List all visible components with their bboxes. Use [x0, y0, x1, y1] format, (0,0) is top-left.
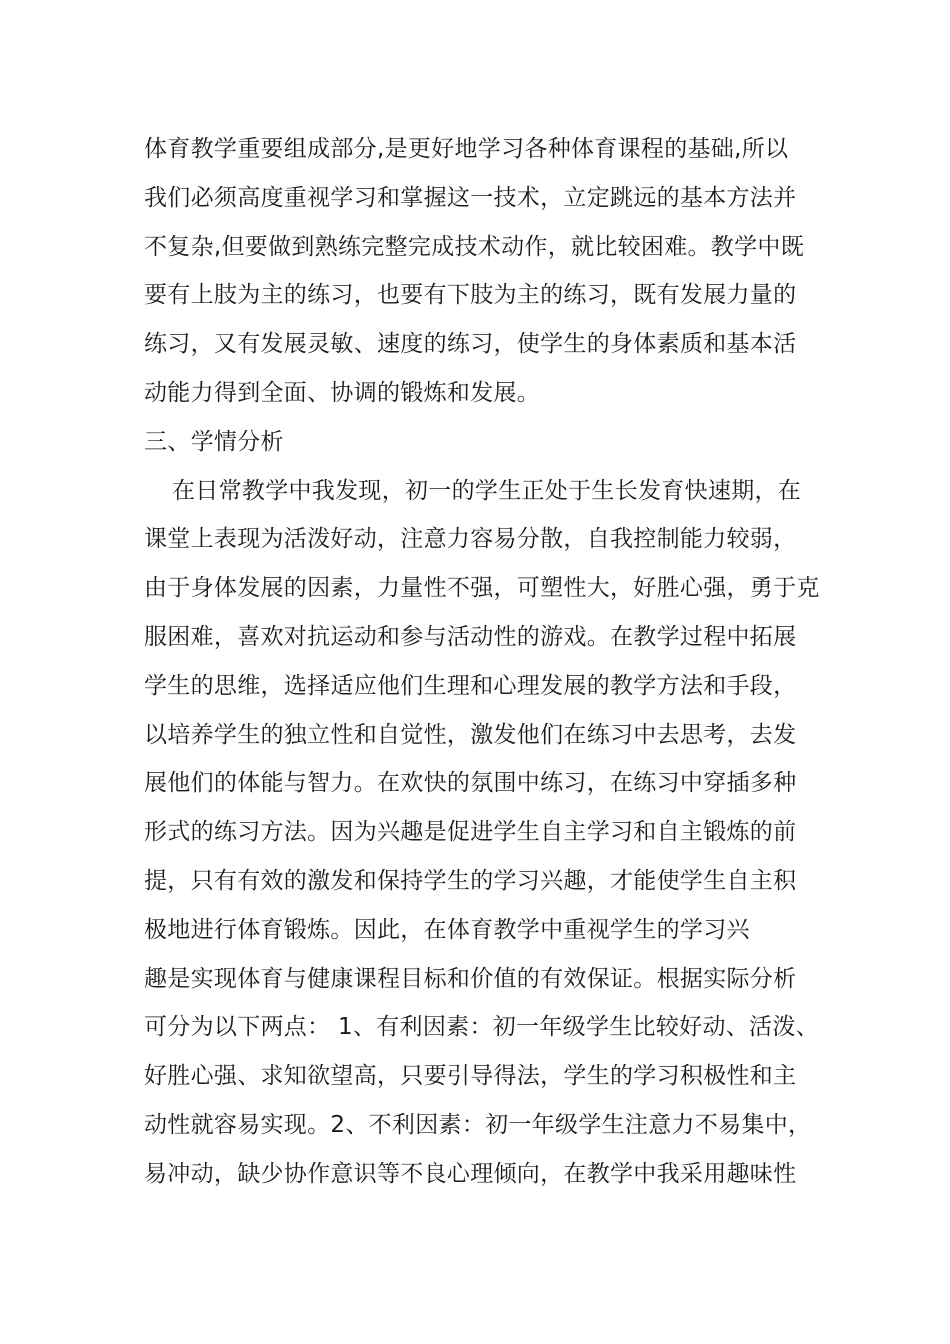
document-body	[144, 125, 820, 1199]
text-line: 可分为以下两点： 1、有利因素：初一年级学生比较好动、活泼、	[144, 1014, 819, 1041]
text-line: 形式的练习方法。因为兴趣是促进学生自主学习和自主锻炼的前	[144, 819, 797, 846]
text-line: 趣是实现体育与健康课程目标和价值的有效保证。根据实际分析	[144, 965, 797, 992]
text-line: 动能力得到全面、协调的锻炼和发展。	[144, 379, 541, 406]
text-line: 体育教学重要组成部分,是更好地学习各种体育课程的基础,所以	[144, 136, 789, 162]
text-line: 课堂上表现为活泼好动，注意力容易分散，自我控制能力较弱，	[144, 526, 797, 553]
text-line: 我们必须高度重视学习和掌握这一技术，立定跳远的基本方法并	[144, 184, 797, 211]
text-line: 极地进行体育锻炼。因此，在体育教学中重视学生的学习兴	[144, 916, 750, 943]
text-line: 要有上肢为主的练习，也要有下肢为主的练习，既有发展力量的	[144, 282, 797, 309]
text-line: 展他们的体能与智力。在欢快的氛围中练习，在练习中穿插多种	[144, 770, 797, 797]
text-line: 动性就容易实现。2、不利因素：初一年级学生注意力不易集中，	[144, 1111, 812, 1138]
text-line: 服困难，喜欢对抗运动和参与活动性的游戏。在教学过程中拓展	[144, 623, 797, 650]
text-line: 不复杂,但要做到熟练完整完成技术动作，就比较困难。教学中既	[144, 233, 805, 260]
text-line: 在日常教学中我发现，初一的学生正处于生长发育快速期，在	[172, 477, 802, 504]
text-line: 以培养学生的独立性和自觉性，激发他们在练习中去思考，去发	[144, 721, 797, 748]
text-line: 练习，又有发展灵敏、速度的练习，使学生的身体素质和基本活	[144, 331, 797, 358]
text-line: 好胜心强、求知欲望高，只要引导得法，学生的学习积极性和主	[144, 1063, 797, 1090]
text-line: 三、学情分析	[144, 428, 284, 455]
text-line: 学生的思维，选择适应他们生理和心理发展的教学方法和手段，	[144, 672, 797, 699]
text-line: 提，只有有效的激发和保持学生的学习兴趣，才能使学生自主积	[144, 867, 797, 894]
text-line: 由于身体发展的因素，力量性不强，可塑性大，好胜心强，勇于克	[144, 575, 820, 602]
text-line: 易冲动，缺少协作意识等不良心理倾向，在教学中我采用趣味性	[144, 1160, 797, 1187]
